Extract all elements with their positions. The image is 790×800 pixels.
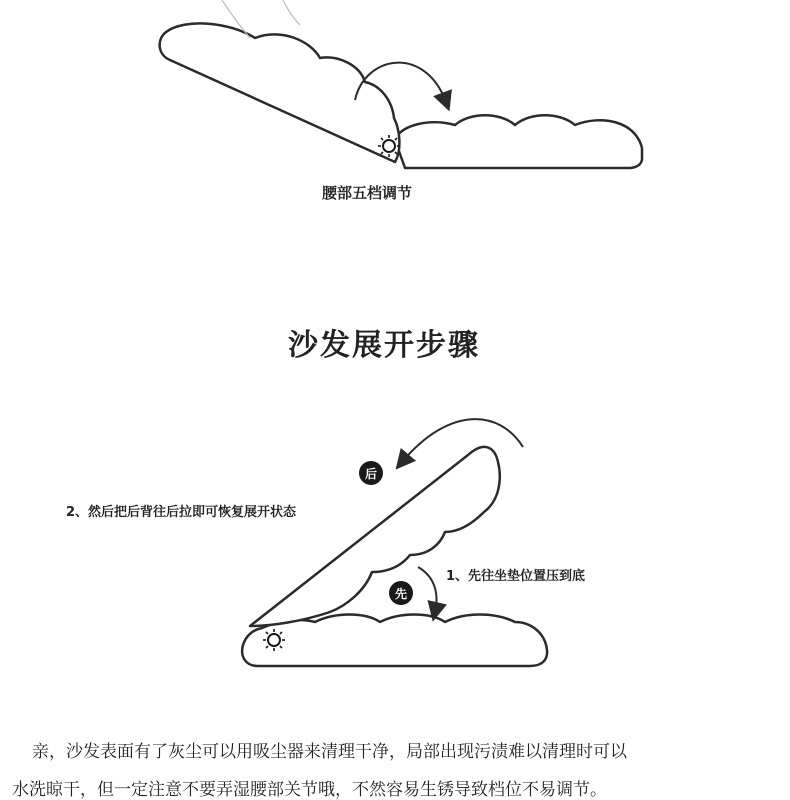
step-2-text: 2、然后把后背往后拉即可恢复展开状态	[66, 505, 297, 520]
bottom-arrow-down	[418, 567, 436, 612]
badge-after: 后	[359, 461, 383, 485]
top-seat-cushion	[395, 115, 642, 168]
section-title: 沙发展开步骤	[288, 328, 480, 363]
step-1-text: 1、先往坐垫位置压到底	[446, 569, 586, 584]
top-caption: 腰部五档调节	[322, 184, 413, 202]
care-note-line-2: 水洗晾干，但一定注意不要弄湿腰部关节哦，不然容易生锈导致档位不易调节。	[12, 780, 607, 800]
care-note-line-1: 亲，沙发表面有了灰尘可以用吸尘器来清理干净，局部出现污渍难以清理时可以	[32, 742, 627, 762]
top-backrest	[160, 23, 400, 162]
bottom-sofa-illustration	[242, 447, 547, 666]
badge-first: 先	[389, 581, 413, 605]
bottom-arrow-back	[402, 419, 523, 462]
top-sofa-illustration	[160, 23, 642, 168]
